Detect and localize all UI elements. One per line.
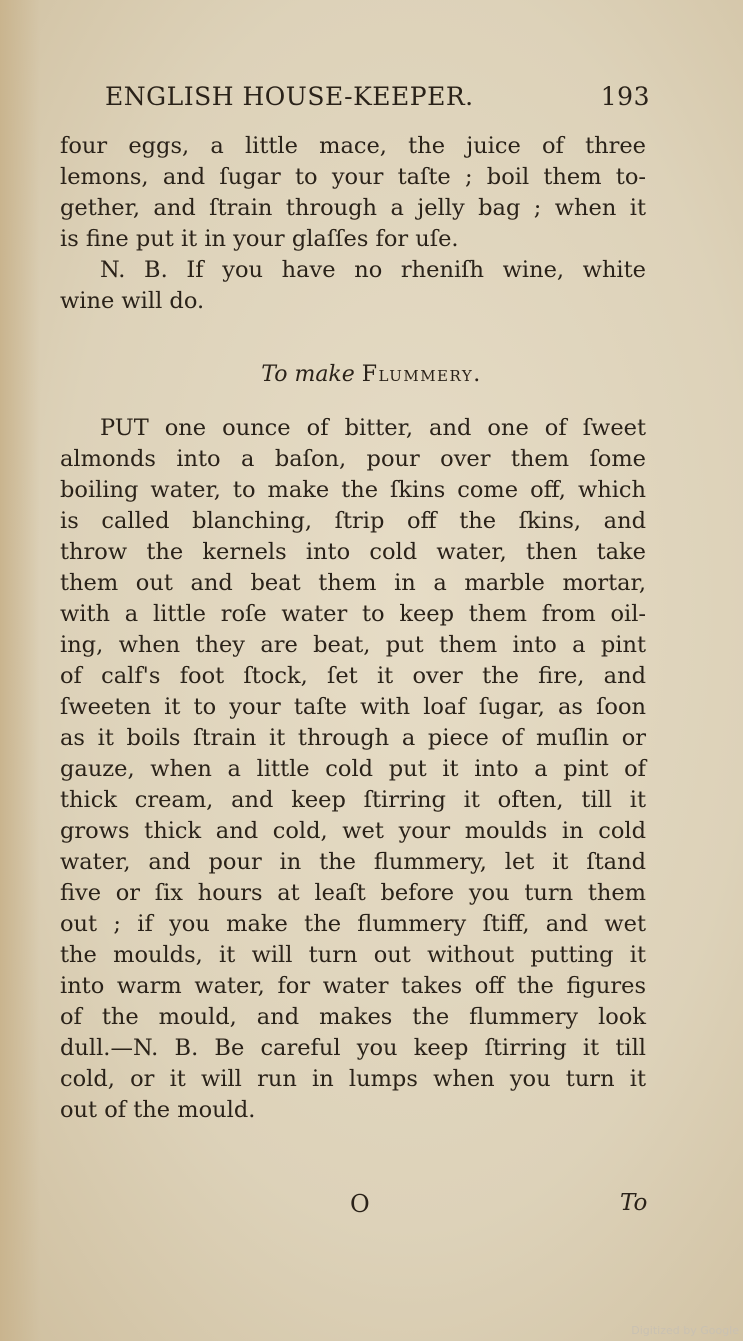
text-line: them out and beat them in a marble mortar, — [60, 570, 646, 596]
text-line: thick cream, and keep ſtirring it often, till it — [60, 787, 646, 813]
text-line: ing, when they are beat, put them into a pint — [60, 632, 646, 658]
text-line: is fine put it in your glaſſes for uſe. — [60, 226, 459, 252]
text-line: wine will do. — [60, 288, 205, 314]
text-line: almonds into a baſon, pour over them ſome — [60, 446, 646, 472]
text-line: N. B. If you have no rheniſh wine, white — [100, 257, 646, 283]
signature-mark: O — [350, 1190, 370, 1218]
text-line: with a little roſe water to keep them from oil- — [60, 601, 646, 627]
section-title-prefix: To make — [261, 362, 355, 387]
page-edge-shadow — [0, 0, 40, 1341]
text-line: dull.—N. B. Be careful you keep ſtirring it till — [60, 1035, 646, 1061]
text-line: of calf's foot ſtock, ſet it over the fire, and — [60, 663, 646, 689]
text-line: out of the mould. — [60, 1097, 256, 1123]
text-line: five or ſix hours at leaſt before you turn them — [60, 880, 646, 906]
text-line: out ; if you make the flummery ſtiff, and wet — [60, 911, 646, 937]
text-line: as it boils ſtrain it through a piece of muſlin or — [60, 725, 646, 751]
text-line: is called blanching, ſtrip off the ſkins, and — [60, 508, 646, 534]
watermark: Digitized by Google — [631, 1324, 739, 1337]
text-line: cold, or it will run in lumps when you turn it — [60, 1066, 646, 1092]
running-header — [105, 82, 650, 111]
catchword: To — [620, 1190, 648, 1216]
text-line: ſweeten it to your taſte with loaf ſugar, as ſoon — [60, 694, 646, 720]
text-line: throw the kernels into cold water, then take — [60, 539, 646, 565]
text-line: four eggs, a little mace, the juice of three — [60, 133, 646, 159]
text-line: into warm water, for water takes off the figures — [60, 973, 646, 999]
text-line: the moulds, it will turn out without putting it — [60, 942, 646, 968]
text-line: water, and pour in the flummery, let it ſtand — [60, 849, 646, 875]
page-number: 193 — [600, 82, 650, 111]
text-line: lemons, and ſugar to your taſte ; boil them to- — [60, 164, 646, 190]
running-title: ENGLISH HOUSE-KEEPER. — [105, 82, 474, 111]
text-line: of the mould, and makes the flummery look — [60, 1004, 646, 1030]
text-line: grows thick and cold, wet your moulds in cold — [60, 818, 646, 844]
text-line: gether, and ſtrain through a jelly bag ; when it — [60, 195, 646, 221]
section-title — [0, 362, 743, 387]
text-line: PUT one ounce of bitter, and one of ſweet — [100, 415, 646, 441]
text-line: boiling water, to make the ſkins come off, which — [60, 477, 646, 503]
section-title-name: Flummery. — [361, 362, 482, 387]
text-line: gauze, when a little cold put it into a pint of — [60, 756, 646, 782]
